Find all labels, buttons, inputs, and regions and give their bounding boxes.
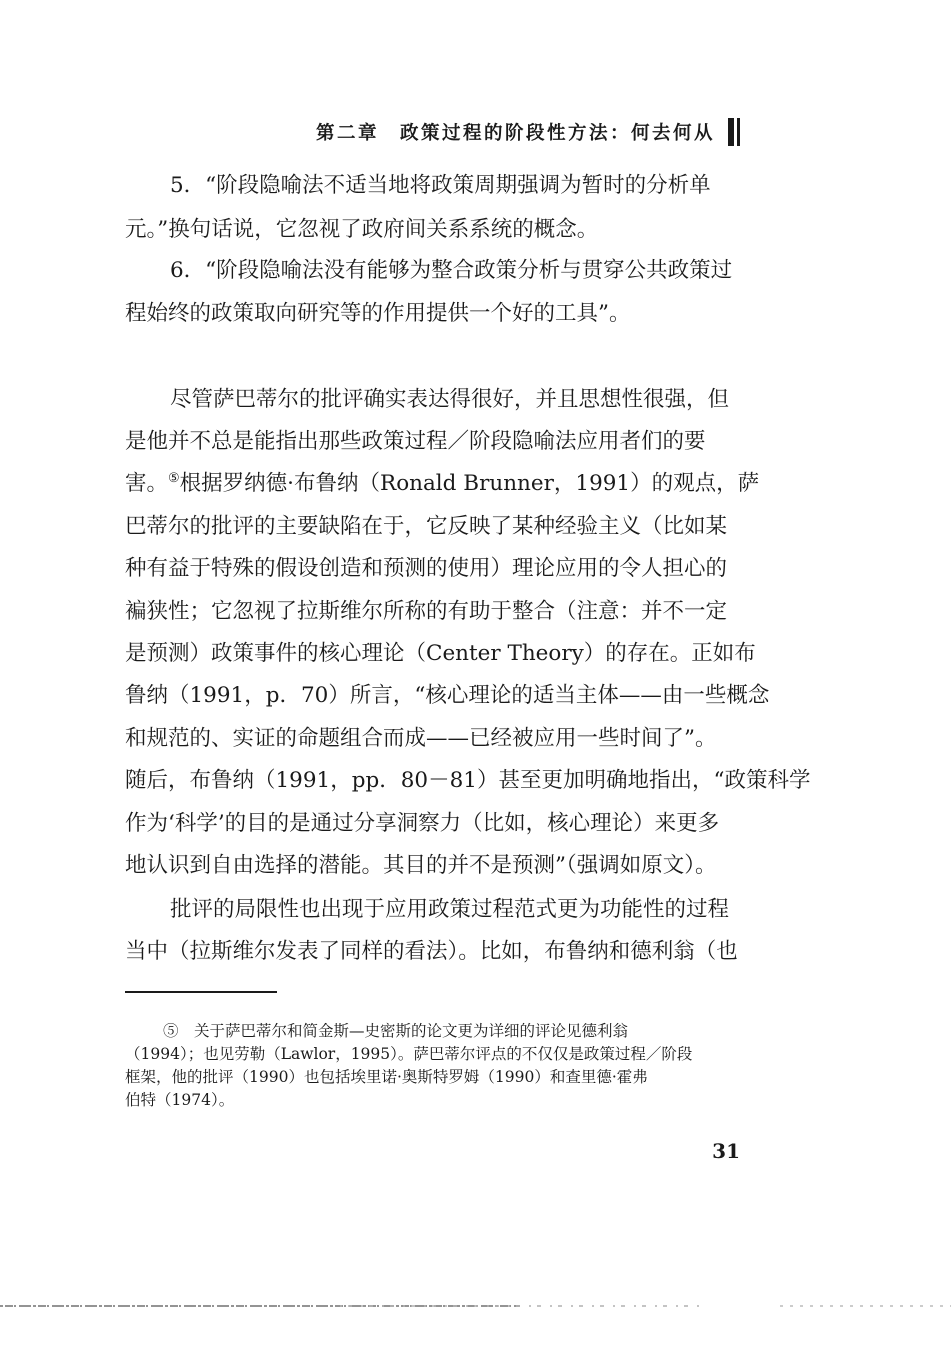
- body-line: 当中（拉斯维尔发表了同样的看法）。比如，布鲁纳和德利翁（也: [125, 939, 738, 964]
- body-line: 元。”换句话说，它忽视了政府间关系系统的概念。: [125, 217, 599, 242]
- body-line-with-footnote: [125, 469, 760, 499]
- body-line: 和规范的、实证的命题组合而成——已经被应用一些时间了”。: [125, 726, 717, 751]
- footnote-line: 伯特（1974）。: [125, 1091, 235, 1109]
- body-line: 褊狭性；它忽视了拉斯维尔所称的有助于整合（注意：并不一定: [125, 599, 728, 624]
- footnote-separator: [125, 991, 277, 993]
- body-line: 地认识到自由选择的潜能。其目的并不是预测”（强调如原文）。: [125, 853, 717, 878]
- body-text: 害。: [125, 471, 169, 496]
- body-line: 程始终的政策取向研究等的作用提供一个好的工具”。: [125, 301, 631, 326]
- footnote-reference: ⑤: [168, 470, 180, 486]
- header-bar: [728, 118, 734, 146]
- body-text: 根据罗纳德·布鲁纳（Ronald Brunner，1991）的观点，萨: [179, 471, 760, 496]
- body-line: 6．“阶段隐喻法没有能够为整合政策分析与贯穿公共政策过: [170, 258, 733, 283]
- body-line: 是预测）政策事件的核心理论（Center Theory）的存在。正如布: [125, 641, 756, 666]
- running-header: [315, 115, 740, 149]
- body-line: 巴蒂尔的批评的主要缺陷在于，它反映了某种经验主义（比如某: [125, 514, 728, 539]
- body-line: 批评的局限性也出现于应用政策过程范式更为功能性的过程: [170, 897, 730, 922]
- scan-edge-artifact: [0, 1304, 951, 1308]
- footnote-line: 框架，他的批评（1990）也包括埃里诺·奥斯特罗姆（1990）和查里德·霍弗: [125, 1068, 648, 1086]
- footnote-line: ⑤ 关于萨巴蒂尔和简金斯—史密斯的论文更为详细的评论见德利翁: [163, 1022, 629, 1040]
- header-bar: [737, 118, 740, 146]
- body-line: 种有益于特殊的假设创造和预测的使用）理论应用的令人担心的: [125, 556, 728, 581]
- body-line: 随后，布鲁纳（1991，pp．80－81）甚至更加明确地指出，“政策科学: [125, 768, 811, 793]
- body-line: 尽管萨巴蒂尔的批评确实表达得很好，并且思想性很强，但: [170, 387, 730, 412]
- body-line: 作为‘科学’的目的是通过分享洞察力（比如，核心理论）来更多: [125, 811, 720, 836]
- body-line: 鲁纳（1991，p．70）所言，“核心理论的适当主体——由一些概念: [125, 683, 770, 708]
- body-line: 是他并不总是能指出那些政策过程／阶段隐喻法应用者们的要: [125, 429, 706, 454]
- header-bars-ornament: [725, 118, 740, 146]
- footnote-line: （1994）；也见劳勒（Lawlor，1995）。萨巴蒂尔评点的不仅仅是政策过程／阶段: [125, 1045, 693, 1063]
- page-number: 31: [712, 1139, 740, 1163]
- body-line: 5．“阶段隐喻法不适当地将政策周期强调为暂时的分析单: [170, 173, 711, 198]
- chapter-title: 第二章 政策过程的阶段性方法：何去何从: [315, 123, 715, 144]
